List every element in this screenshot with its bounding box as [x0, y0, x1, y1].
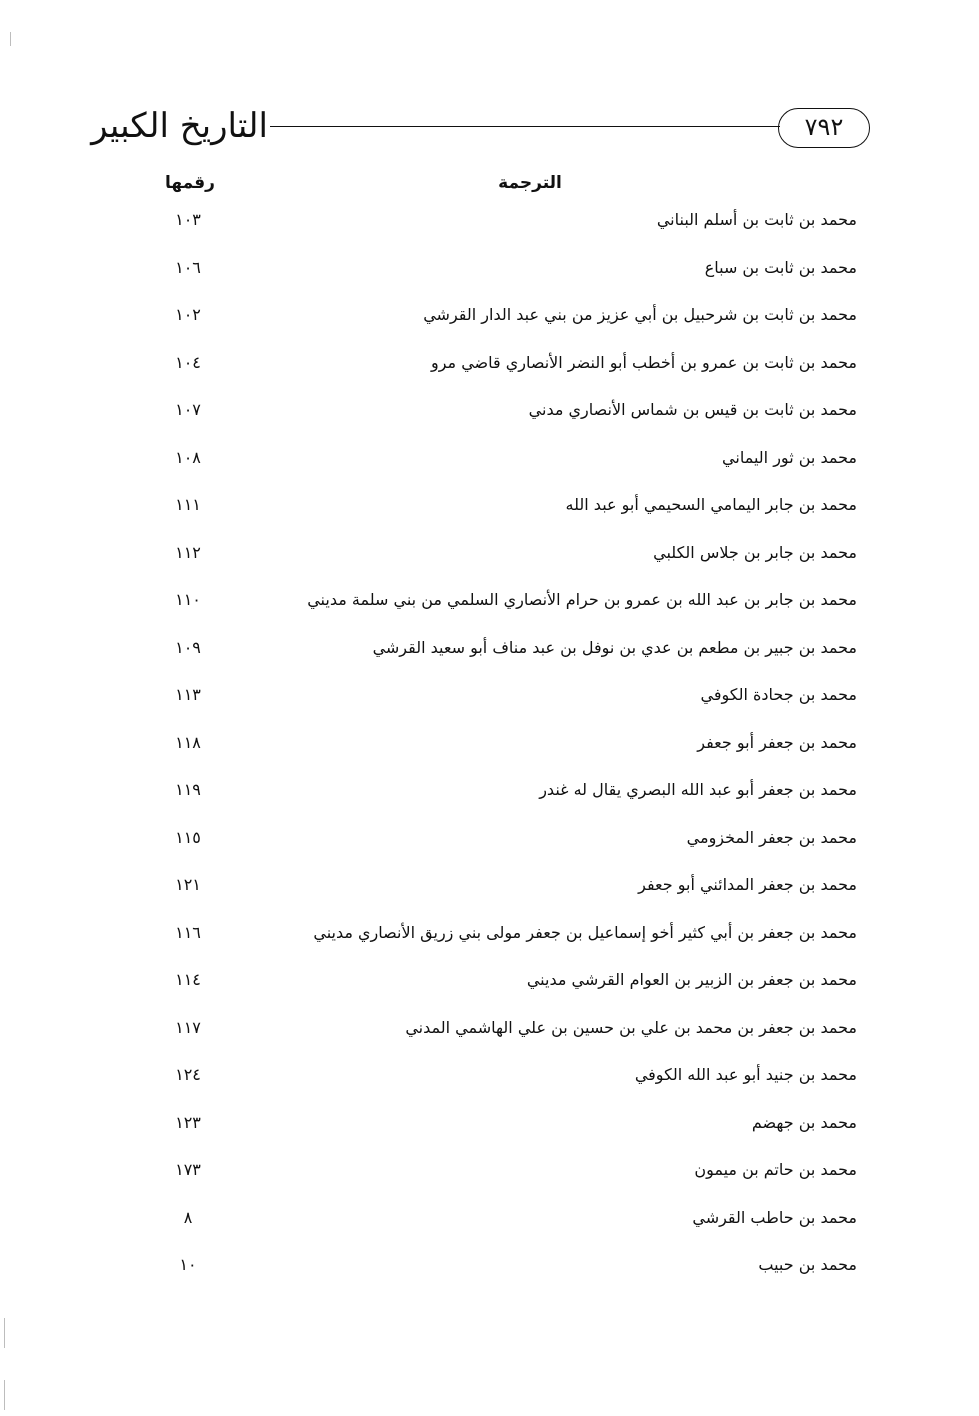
entry-name: محمد بن جعفر أبو عبد الله البصري يقال له غندر — [539, 780, 857, 799]
entry-number: ١١٢ — [175, 542, 201, 562]
scan-mark — [10, 32, 11, 46]
entry-number: ١١٣ — [175, 685, 201, 704]
entry-name: محمد بن جهضم — [751, 1112, 857, 1132]
index-entry — [0, 633, 979, 663]
entry-number: ١١٥ — [175, 827, 201, 847]
index-entry — [0, 585, 979, 615]
entry-name: محمد بن جعفر المدائني أبو جعفر — [638, 875, 857, 894]
entry-number: ١٠٩ — [175, 637, 201, 657]
entry-number: ١٢٤ — [175, 1065, 201, 1084]
entry-number: ١٠٨ — [175, 447, 201, 467]
entry-number: ١١٠ — [175, 590, 201, 609]
index-entry — [0, 253, 979, 283]
index-entry — [0, 1108, 979, 1138]
index-entry — [0, 1060, 979, 1090]
entry-name: محمد بن حاتم بن ميمون — [694, 1160, 857, 1179]
entry-name: محمد بن ثابت بن سباع — [704, 257, 857, 277]
entry-name: محمد بن جعفر أبو جعفر — [697, 732, 857, 752]
page-number: ٧٩٢ — [778, 108, 870, 148]
entry-number: ١٠٤ — [175, 352, 201, 372]
index-entry — [0, 300, 979, 330]
index-entry — [0, 490, 979, 520]
index-entry — [0, 823, 979, 853]
index-entry — [0, 1203, 979, 1233]
entry-number: ١٠٧ — [175, 400, 201, 419]
entry-number: ١٢١ — [175, 875, 201, 894]
entry-name: محمد بن جعفر بن أبي كثير أخو إسماعيل بن جعفر مولى بني زريق الأنصاري مديني — [313, 922, 857, 942]
entry-number: ١٧٣ — [175, 1160, 201, 1179]
index-entry — [0, 728, 979, 758]
header-rule — [270, 126, 780, 127]
entry-number: ١١٤ — [175, 970, 201, 989]
entry-name: محمد بن جعفر المخزومي — [686, 827, 857, 847]
entry-number: ١١٨ — [175, 732, 201, 752]
index-entry — [0, 775, 979, 805]
index-entry — [0, 1155, 979, 1185]
entry-number: ١٠٦ — [175, 257, 201, 277]
column-header-name: الترجمة — [498, 173, 562, 193]
entry-number: ٨ — [183, 1207, 193, 1227]
entry-name: محمد بن ثور اليماني — [722, 447, 857, 467]
entry-name: محمد بن حبيب — [758, 1255, 857, 1274]
entry-number: ١٠٣ — [175, 210, 201, 229]
entry-name: محمد بن جعفر بن الزبير بن العوام القرشي مديني — [526, 970, 857, 989]
entry-number: ١١١ — [175, 495, 201, 514]
index-entry — [0, 680, 979, 710]
entry-number: ١٠٢ — [175, 305, 201, 324]
index-entry — [0, 918, 979, 948]
book-title: التاريخ الكبير — [91, 106, 268, 146]
index-entry — [0, 965, 979, 995]
entry-name: محمد بن ثابت بن عمرو بن أخطب أبو النضر الأنصاري قاضي مرو — [430, 352, 857, 372]
entry-name: محمد بن ثابت بن قيس بن شماس الأنصاري مدني — [528, 400, 857, 419]
entry-name: محمد بن جحادة الكوفي — [700, 685, 857, 704]
scan-mark — [4, 1318, 5, 1348]
entry-name: محمد بن جابر بن جلاس الكلبي — [653, 542, 857, 562]
entry-number: ١١٦ — [175, 922, 201, 942]
entry-name: محمد بن ثابت بن شرحبيل بن أبي عزيز من بني عبد الدار القرشي — [423, 305, 857, 324]
entry-name: محمد بن ثابت بن أسلم البناني — [656, 210, 857, 229]
index-entry — [0, 205, 979, 235]
index-entry — [0, 348, 979, 378]
entry-name: محمد بن جابر بن عبد الله بن عمرو بن حرام الأنصاري السلمي من بني سلمة مديني — [307, 590, 857, 609]
index-entry — [0, 443, 979, 473]
entry-number: ١٠ — [179, 1255, 197, 1274]
entry-number: ١١٩ — [175, 780, 201, 799]
entry-name: محمد بن جعفر بن محمد بن علي بن حسين بن علي الهاشمي المدني — [405, 1017, 857, 1037]
entry-name: محمد بن جبير بن مطعم بن عدي بن نوفل بن عبد مناف أبو سعيد القرشي — [372, 637, 857, 657]
index-entry — [0, 870, 979, 900]
index-entry — [0, 1250, 979, 1280]
entry-number: ١١٧ — [175, 1017, 201, 1037]
entry-name: محمد بن حاطب القرشي — [692, 1207, 857, 1227]
entry-name: محمد بن جنيد أبو عبد الله الكوفي — [634, 1065, 857, 1084]
entry-number: ١٢٣ — [175, 1112, 201, 1132]
index-entry — [0, 1013, 979, 1043]
column-header-number: رقمها — [165, 173, 215, 193]
scan-mark — [4, 1380, 5, 1410]
index-entry — [0, 395, 979, 425]
index-entry — [0, 538, 979, 568]
entry-name: محمد بن جابر اليمامي السحيمي أبو عبد الله — [565, 495, 857, 514]
